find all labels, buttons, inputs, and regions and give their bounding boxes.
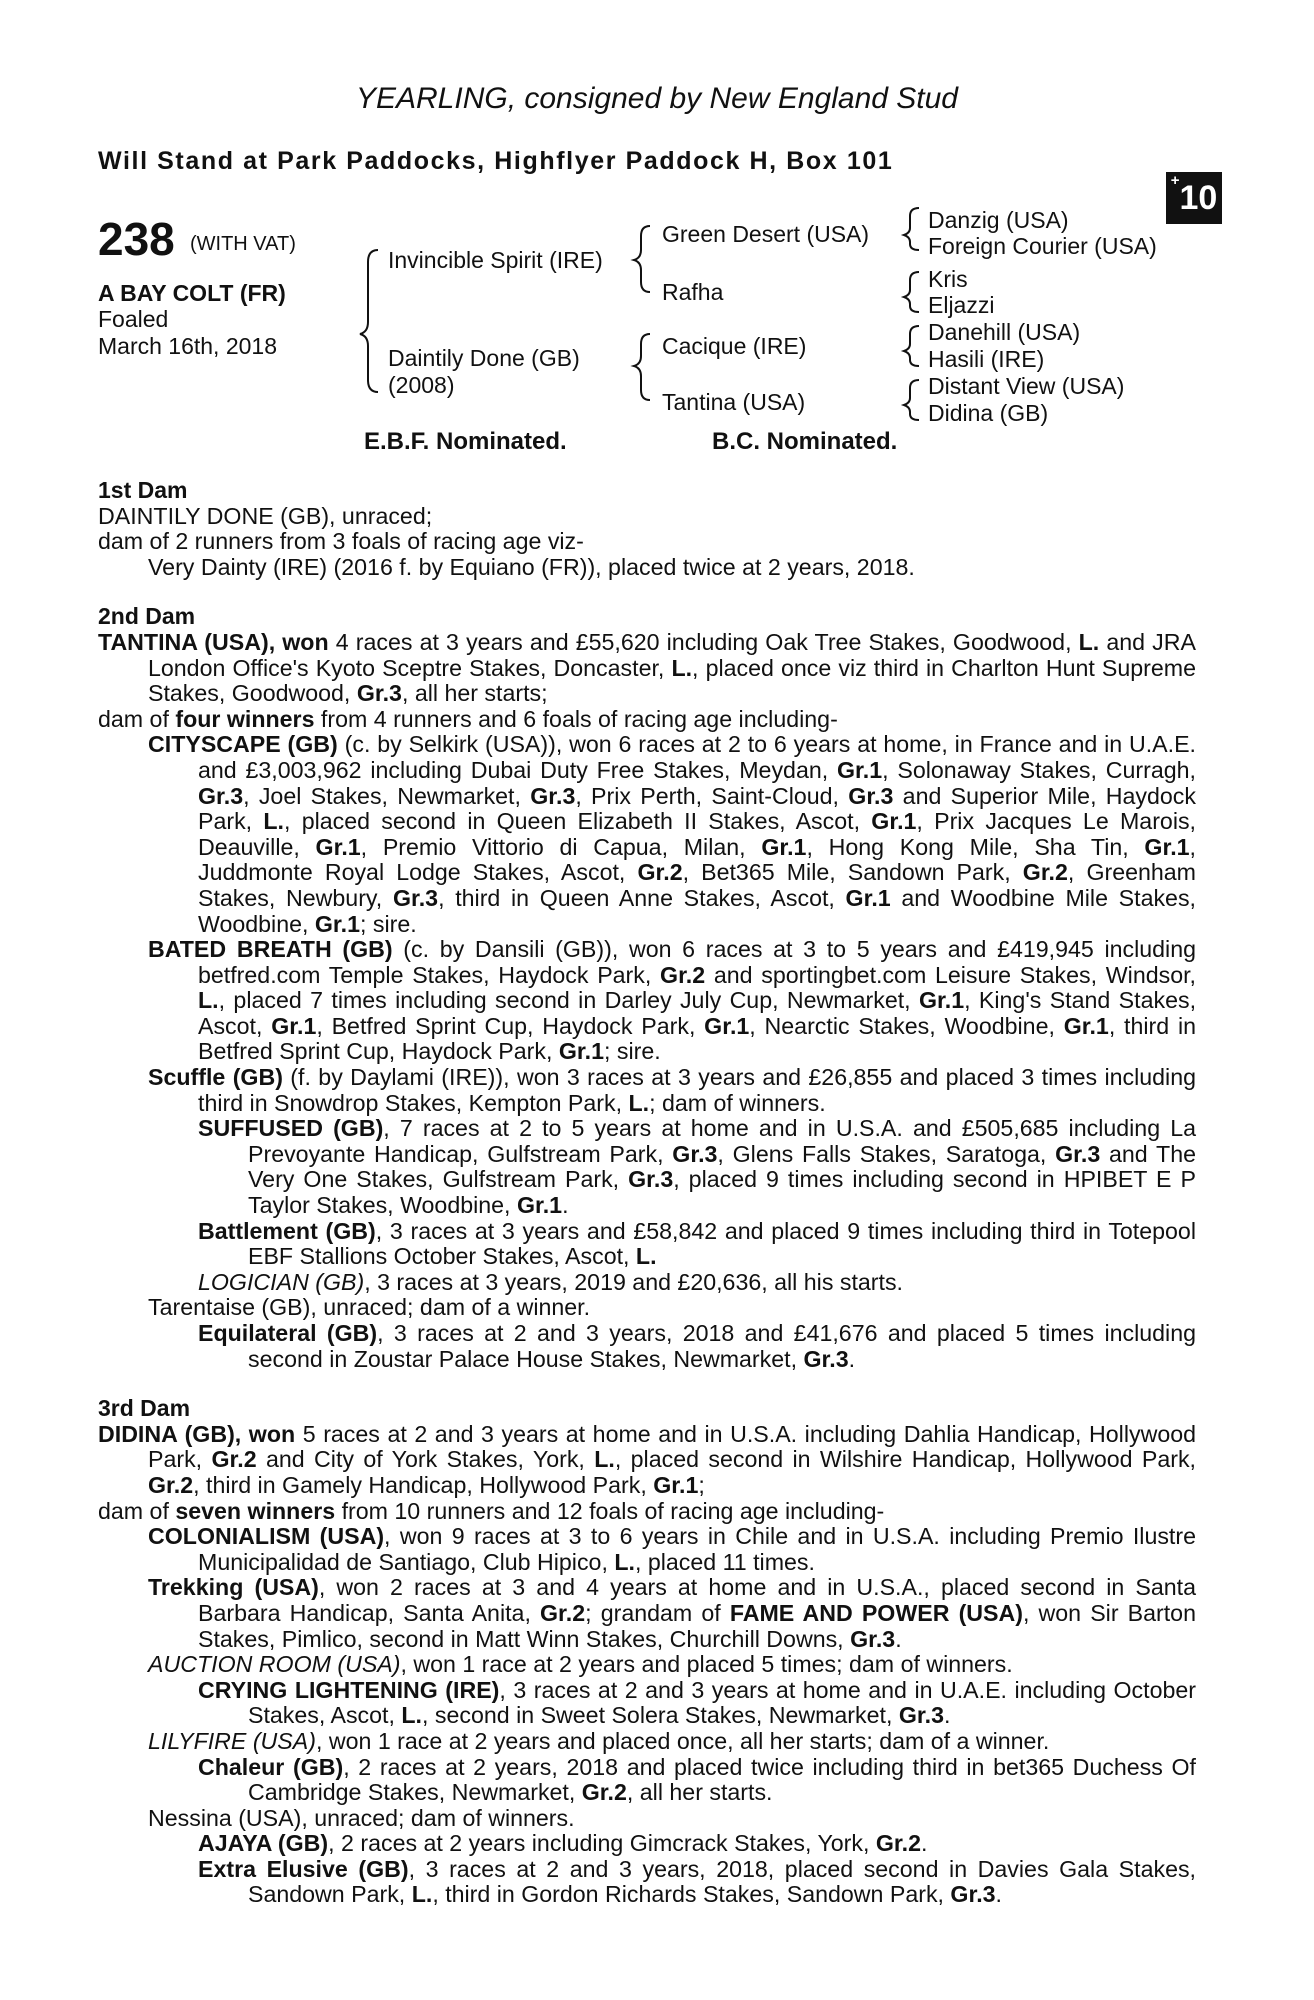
lot-vat: (WITH VAT) <box>190 233 296 255</box>
progeny-crying-lightening: CRYING LIGHTENING (IRE), 3 races at 2 and 3 years at home and in U.A.E. including October Stakes, Ascot, L., second in Sweet Solera Stakes, Newmarket, Gr.3. <box>198 1676 1196 1729</box>
grand-2: Foreign Courier (USA) <box>928 233 1157 259</box>
consignor-line: YEARLING, consigned by New England Stud <box>355 82 958 115</box>
dam-dam: Tantina (USA) <box>662 389 806 415</box>
third-dam-entry: DIDINA (GB), won 5 races at 2 and 3 years at home and in U.S.A. including Dahlia Handicap, Hollywood Park, Gr.2 and City of York Stakes, York, L., placed second in Wilshire Handicap, Hollywood Park, Gr.2, third in Gamely Handicap, Hollywood Park, Gr.1; <box>98 1420 1197 1498</box>
progeny-nessina: Nessina (USA), unraced; dam of winners. <box>148 1804 575 1831</box>
progeny-colonialism: COLONIALISM (USA), won 9 races at 3 to 6 years in Chile and in U.S.A. including Premio Ilustre Municipalidad de Santiago, Club Hipico, L., placed 11 times. <box>148 1523 1196 1575</box>
progeny-suffused: SUFFUSED (GB), 7 races at 2 to 5 years at home and in U.S.A. and £505,685 including La Prevoyante Handicap, Gulfstream Park, Gr.3, Glens Falls Stakes, Saratoga, Gr.3 and The Very One Stakes, Gulfstream Park, Gr.3, placed 9 times including second in HPIBET E P Taylor Stakes, Woodbine, Gr.1. <box>198 1115 1196 1219</box>
grand-1: Danzig (USA) <box>928 207 1069 233</box>
badge-plus: + <box>1170 172 1180 189</box>
grand-6: Hasili (IRE) <box>928 346 1045 372</box>
progeny-tarentaise: Tarentaise (GB), unraced; dam of a winner. <box>148 1294 591 1321</box>
lot-number: 238 <box>98 213 175 265</box>
second-dam-produce-summary: dam of four winners from 4 runners and 6 foals of racing age including- <box>98 705 838 732</box>
foaled-date: March 16th, 2018 <box>98 333 278 359</box>
sire-name: Invincible Spirit (IRE) <box>388 247 603 273</box>
dam-name: Daintily Done (GB) <box>388 345 580 371</box>
grand-7: Distant View (USA) <box>928 373 1125 399</box>
first-dam-produce-summary: dam of 2 runners from 3 foals of racing age viz- <box>98 528 584 555</box>
stand-location: Will Stand at Park Paddocks, Highflyer Paddock H, Box 101 <box>98 147 894 175</box>
grand-5: Danehill (USA) <box>928 319 1081 345</box>
second-dam-heading: 2nd Dam <box>98 603 196 630</box>
progeny-lilyfire: LILYFIRE (USA), won 1 race at 2 years and placed once, all her starts; dam of a winner. <box>148 1727 1050 1754</box>
grand-4: Eljazzi <box>928 292 995 318</box>
sire-sire: Green Desert (USA) <box>662 221 870 247</box>
grand-3: Kris <box>928 266 968 292</box>
first-dam-progeny: Very Dainty (IRE) (2016 f. by Equiano (FR)), placed twice at 2 years, 2018. <box>148 553 915 580</box>
dam-sire: Cacique (IRE) <box>662 333 807 359</box>
third-dam-heading: 3rd Dam <box>98 1395 191 1422</box>
dam-year: (2008) <box>388 372 455 398</box>
progeny-bated-breath: BATED BREATH (GB) (c. by Dansili (GB)), won 6 races at 3 to 5 years and £419,945 including betfred.com Temple Stakes, Haydock Park, Gr.2 and sportingbet.com Leisure Stakes, Windsor, L., placed 7 times including second in Darley July Cup, Newmarket, Gr.1, King's Stand Stakes, Ascot, Gr.1, Betfred Sprint Cup, Haydock Park, Gr.1, Nearctic Stakes, Woodbine, Gr.1, third in Betfred Sprint Cup, Haydock Park, Gr.1; sire. <box>148 936 1197 1065</box>
progeny-auction-room: AUCTION ROOM (USA), won 1 race at 2 years and placed 5 times; dam of winners. <box>148 1651 1013 1678</box>
progeny-ajaya: AJAYA (GB), 2 races at 2 years including Gimcrack Stakes, York, Gr.2. <box>198 1830 928 1857</box>
progeny-battlement: Battlement (GB), 3 races at 3 years and £58,842 and placed 9 times including third in Totepool EBF Stallions October Stakes, Ascot, L. <box>198 1217 1196 1270</box>
second-dam-entry: TANTINA (USA), won 4 races at 3 years and £55,620 including Oak Tree Stakes, Goodwood, L. and JRA London Office's Kyoto Sceptre Stakes, Doncaster, L., placed once viz third in Charlton Hunt Supreme Stakes, Goodwood, Gr.3, all her starts; <box>98 628 1196 707</box>
third-dam-produce-summary: dam of seven winners from 10 runners and 12 foals of racing age including- <box>98 1497 885 1524</box>
progeny-extra-elusive: Extra Elusive (GB), 3 races at 2 and 3 years, 2018, placed second in Davies Gala Stakes, Sandown Park, L., third in Gordon Richards Stakes, Sandown Park, Gr.3. <box>198 1855 1196 1908</box>
bc-nominated: B.C. Nominated. <box>712 428 898 455</box>
progeny-scuffle: Scuffle (GB) (f. by Daylami (IRE)), won 3 races at 3 years and £26,855 and placed 3 times including third in Snowdrop Stakes, Kempton Park, L.; dam of winners. <box>148 1064 1196 1116</box>
progeny-chaleur: Chaleur (GB), 2 races at 2 years, 2018 and placed twice including third in bet365 Duchess Of Cambridge Stakes, Newmarket, Gr.2, all her starts. <box>198 1753 1196 1806</box>
sire-dam: Rafha <box>662 279 724 305</box>
progeny-cityscape: CITYSCAPE (GB) (c. by Selkirk (USA)), won 6 races at 2 to 6 years at home, in France and in U.A.E. and £3,003,962 including Dubai Duty Free Stakes, Meydan, Gr.1, Solonaway Stakes, Curragh, Gr.3, Joel Stakes, Newmarket, Gr.3, Prix Perth, Saint-Cloud, Gr.3 and Superior Mile, Haydock Park, L., placed second in Queen Elizabeth II Stakes, Ascot, Gr.1, Prix Jacques Le Marois, Deauville, Gr.1, Premio Vittorio di Capua, Milan, Gr.1, Hong Kong Mile, Sha Tin, Gr.1, Juddmonte Royal Lodge Stakes, Ascot, Gr.2, Bet365 Mile, Sandown Park, Gr.2, Greenham Stakes, Newbury, Gr.3, third in Queen Anne Stakes, Ascot, Gr.1 and Woodbine Mile Stakes, Woodbine, Gr.1; sire. <box>148 731 1197 937</box>
progeny-trekking: Trekking (USA), won 2 races at 3 and 4 years at home and in U.S.A., placed second in Santa Barbara Handicap, Santa Anita, Gr.2; grandam of FAME AND POWER (USA), won Sir Barton Stakes, Pimlico, second in Matt Winn Stakes, Churchill Downs, Gr.3. <box>148 1574 1196 1652</box>
badge-number: 10 <box>1179 179 1218 217</box>
catalogue-body <box>98 478 1196 1908</box>
first-dam-line: DAINTILY DONE (GB), unraced; <box>98 502 433 529</box>
foaled-label: Foaled <box>98 306 169 332</box>
progeny-equilateral: Equilateral (GB), 3 races at 2 and 3 years, 2018 and £41,676 and placed 5 times including second in Zoustar Palace House Stakes, Newmarket, Gr.3. <box>198 1320 1196 1372</box>
ebf-nominated: E.B.F. Nominated. <box>364 428 567 455</box>
grand-8: Didina (GB) <box>928 400 1049 426</box>
lot-description: A BAY COLT (FR) <box>98 280 286 306</box>
progeny-logician: LOGICIAN (GB), 3 races at 3 years, 2019 and £20,636, all his starts. <box>198 1268 903 1295</box>
first-dam-heading: 1st Dam <box>98 477 188 503</box>
